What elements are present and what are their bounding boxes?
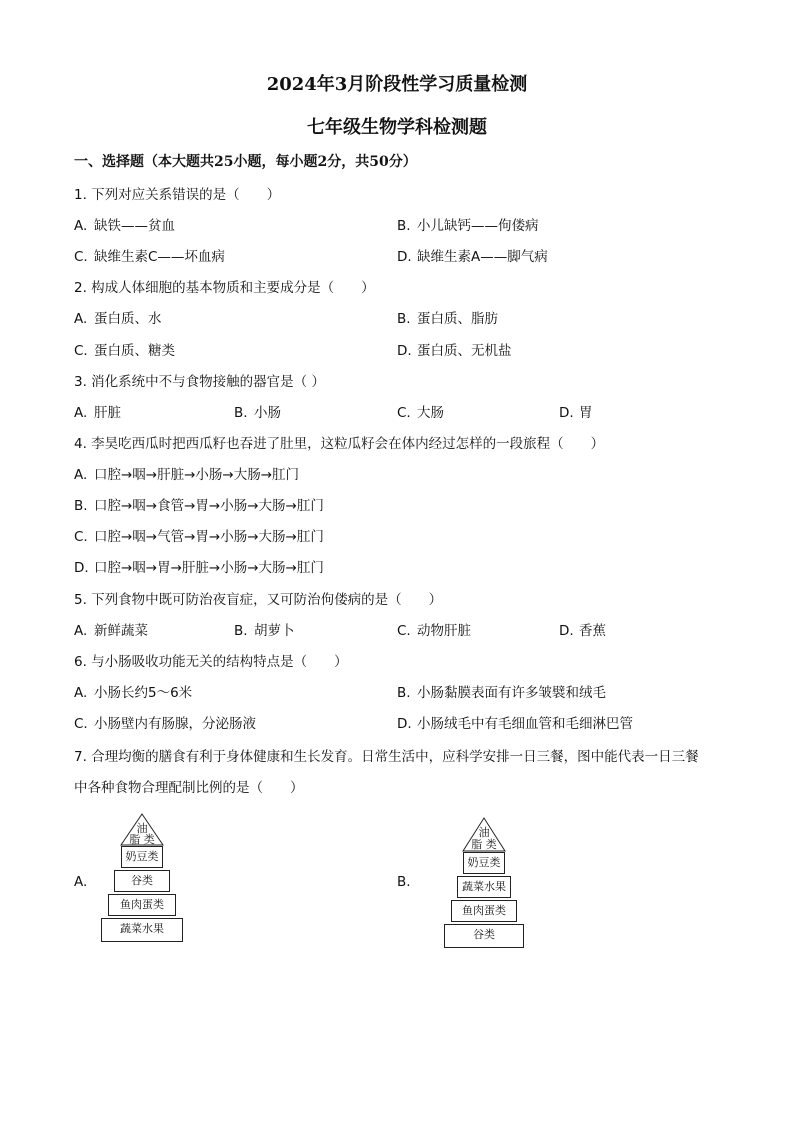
question-3-stem: 3. 消化系统中不与食物接触的器官是（ ） bbox=[74, 374, 325, 390]
pyramid-b-layer-2: 蔬菜水果 bbox=[457, 876, 511, 898]
question-2-option-a[interactable]: A. 蛋白质、水 bbox=[74, 311, 162, 327]
food-pyramid-a[interactable] bbox=[100, 812, 184, 944]
question-5-option-b[interactable]: B. 胡萝卜 bbox=[234, 623, 295, 639]
question-1-option-b[interactable]: B. 小儿缺钙——佝偻病 bbox=[397, 218, 539, 234]
pyramid-b-layer-4: 谷类 bbox=[444, 924, 524, 948]
question-6-option-c[interactable]: C. 小肠壁内有肠腺，分泌肠液 bbox=[74, 716, 256, 732]
question-4-option-d[interactable]: D. 口腔→咽→胃→肝脏→小肠→大肠→肛门 bbox=[74, 560, 324, 576]
question-7-option-a-label[interactable]: A. bbox=[74, 874, 88, 890]
question-4-option-c[interactable]: C. 口腔→咽→气管→胃→小肠→大肠→肛门 bbox=[74, 529, 324, 545]
question-3-option-c[interactable]: C. 大肠 bbox=[397, 405, 444, 421]
pyramid-a-layer-4: 蔬菜水果 bbox=[101, 918, 183, 942]
question-7-stem-line-2: 中各种食物合理配制比例的是（ ） bbox=[74, 780, 304, 796]
question-5-option-a[interactable]: A. 新鲜蔬菜 bbox=[74, 623, 148, 639]
pyramid-a-tip-label-2: 脂 类 bbox=[129, 833, 155, 846]
pyramid-a-layer-3: 鱼肉蛋类 bbox=[108, 894, 176, 916]
pyramid-b-layer-1: 奶豆类 bbox=[463, 852, 505, 874]
question-3-option-b[interactable]: B. 小肠 bbox=[234, 405, 281, 421]
question-6-option-b[interactable]: B. 小肠黏膜表面有许多皱襞和绒毛 bbox=[397, 685, 606, 701]
section-heading: 一、选择题（本大题共25小题，每小题2分，共50分） bbox=[74, 154, 417, 170]
pyramid-a-tip-label-1: 油 bbox=[136, 822, 148, 835]
question-2-option-d[interactable]: D. 蛋白质、无机盐 bbox=[397, 343, 512, 359]
question-3-option-d[interactable]: D. 胃 bbox=[559, 405, 593, 421]
question-6-option-d[interactable]: D. 小肠绒毛中有毛细血管和毛细淋巴管 bbox=[397, 716, 633, 732]
question-2-option-b[interactable]: B. 蛋白质、脂肪 bbox=[397, 311, 498, 327]
pyramid-a-layer-2: 谷类 bbox=[114, 870, 170, 892]
question-4-stem: 4. 李昊吃西瓜时把西瓜籽也吞进了肚里，这粒瓜籽会在体内经过怎样的一段旅程（ ） bbox=[74, 436, 605, 452]
food-pyramid-b[interactable] bbox=[443, 816, 527, 950]
question-2-stem: 2. 构成人体细胞的基本物质和主要成分是（ ） bbox=[74, 280, 375, 296]
question-5-option-c[interactable]: C. 动物肝脏 bbox=[397, 623, 471, 639]
question-5-stem: 5. 下列食物中既可防治夜盲症，又可防治佝偻病的是（ ） bbox=[74, 592, 443, 608]
question-3-option-a[interactable]: A. 肝脏 bbox=[74, 405, 121, 421]
question-1-option-d[interactable]: D. 缺维生素A——脚气病 bbox=[397, 249, 548, 265]
question-1-stem: 1. 下列对应关系错误的是（ ） bbox=[74, 187, 281, 203]
question-7-option-b-label[interactable]: B. bbox=[397, 874, 411, 890]
pyramid-b-layer-3: 鱼肉蛋类 bbox=[451, 900, 517, 922]
question-5-option-d[interactable]: D. 香蕉 bbox=[559, 623, 606, 639]
page-subtitle: 七年级生物学科检测题 bbox=[307, 117, 487, 138]
question-6-option-a[interactable]: A. 小肠长约5～6米 bbox=[74, 685, 193, 701]
pyramid-b-tip-label-2: 脂 类 bbox=[471, 838, 497, 851]
question-2-option-c[interactable]: C. 蛋白质、糖类 bbox=[74, 343, 175, 359]
pyramid-a-layer-1: 奶豆类 bbox=[121, 846, 163, 868]
pyramid-b-tip-label-1: 油 bbox=[478, 826, 490, 839]
question-1-option-c[interactable]: C. 缺维生素C——坏血病 bbox=[74, 249, 225, 265]
question-6-stem: 6. 与小肠吸收功能无关的结构特点是（ ） bbox=[74, 654, 348, 670]
question-7-stem-line-1: 7. 合理均衡的膳食有利于身体健康和生长发育。日常生活中，应科学安排一日三餐，图中能代表一日三餐 bbox=[74, 749, 699, 765]
question-4-option-b[interactable]: B. 口腔→咽→食管→胃→小肠→大肠→肛门 bbox=[74, 498, 324, 514]
page-title: 2024年3月阶段性学习质量检测 bbox=[266, 74, 528, 95]
question-4-option-a[interactable]: A. 口腔→咽→肝脏→小肠→大肠→肛门 bbox=[74, 467, 300, 483]
question-1-option-a[interactable]: A. 缺铁——贫血 bbox=[74, 218, 175, 234]
